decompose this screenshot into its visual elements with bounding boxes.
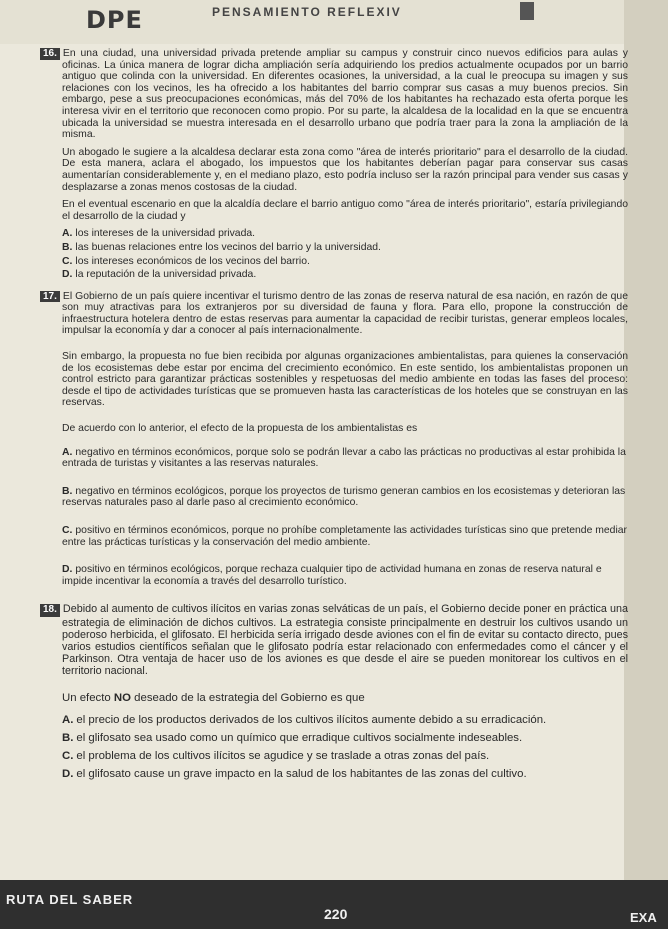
footer-brand: RUTA DEL SABER (6, 892, 134, 907)
q18-options (62, 714, 628, 781)
q16-number: 16. (40, 48, 60, 60)
footer-label: EXA (630, 910, 657, 925)
q18-option-a[interactable]: A. el precio de los productos derivados de los cultivos ilícitos aumente debido a su erradicación. (62, 713, 547, 726)
q18-stem: Un efecto NO deseado de la estrategia del Gobierno es que (62, 691, 365, 704)
header (0, 0, 668, 44)
page-margin (624, 0, 668, 929)
footer (0, 880, 668, 929)
q18-number: 18. (40, 604, 60, 616)
q17-number: 17. (40, 291, 60, 303)
logo: DPE (86, 6, 143, 34)
q17-options (62, 447, 628, 588)
q18-option-d[interactable]: D. el glifosato cause un grave impacto en la salud de los habitantes de las zonas del cultivo. (62, 768, 527, 781)
question-17 (43, 290, 628, 588)
question-18 (43, 603, 628, 781)
q17-paragraph-1: 17. El Gobierno de un país quiere incentivar el turismo dentro de las zonas de reserva natural de esa nación, en razón de que son muy atractivas para los extranjeros por su diversidad de fauna y flora. Para ello, propone la construcción de infraestructura hotelera dentro de estas reservas para aumentar la capacidad de recibir turistas, generar empleos locales, impulsar la economía y dar a conocer al país internacionalmente. (62, 291, 628, 337)
q16-option-a[interactable]: A. los intereses de la universidad privada. (62, 228, 256, 240)
section-title: PENSAMIENTO REFLEXIV (212, 5, 402, 19)
q17-option-a[interactable]: A. negativo en términos económicos, porque solo se podrán llevar a cabo las prácticas no productivas al estar prohibida la entrada de turistas y visitantes a las reservas naturales. (62, 446, 626, 470)
q16-stem: En el eventual escenario en que la alcaldía declare el barrio antiguo como "área de interés prioritario", estaría privilegiando el desarrollo de la ciudad y (62, 199, 628, 222)
q16-option-b[interactable]: B. las buenas relaciones entre los vecinos del barrio y la universidad. (62, 241, 381, 253)
q17-option-b[interactable]: B. negativo en términos ecológicos, porque los proyectos de turismo generan cambios en los ecosistemas y deterioran las reservas naturales paso al darle paso al crecimiento económico. (62, 485, 626, 509)
page-number: 220 (324, 906, 348, 922)
q18-option-b[interactable]: B. el glifosato sea usado como un químico que erradique cultivos socialmente indeseables. (62, 732, 523, 744)
question-16 (43, 48, 628, 281)
content (43, 48, 628, 791)
q16-option-c[interactable]: C. los intereses económicos de los vecinos del barrio. (62, 255, 310, 267)
q16-paragraph-2: Un abogado le sugiere a la alcaldesa declarar esta zona como "área de interés prioritario" para el desarrollo de la ciudad. De esta manera, aclara el abogado, los impuestos que los habitantes deberían pagar para conservar sus casas aumentarían considerablemente y, en el mediano plazo, esto podría incluso ser la razón principal para vender sus casas y desplazarse a zonas menos costosas de la ciudad. (62, 146, 628, 193)
q16-options (62, 228, 628, 280)
q18-paragraph-1: 18. Debido al aumento de cultivos ilícitos en varias zonas selváticas de un país, el Gobierno decide poner en práctica una estrategia de eliminación de dichos cultivos. La estrategia consiste principalmente en destruir los cultivos usando un poderoso herbicida, el glifosato. El herbicida sería irrigado desde aviones con el fin de evitar su contacto directo, pues varios estudios científicos señalan que le glifosato podría estar relacionado con enfermedades como el cáncer y el Parkinson. Otra ventaja de hacer uso de los aviones es que desde el aire se pueden monitorear los cultivos en el territorio nacional. (62, 603, 628, 677)
q16-option-d[interactable]: D. la reputación de la universidad privada. (62, 269, 257, 281)
q17-option-c[interactable]: C. positivo en términos económicos, porque no prohíbe completamente las actividades turísticas sino que pretende mediar entre las prácticas turísticas y la conservación del medio ambiente. (62, 525, 627, 548)
q17-option-d[interactable]: D. positivo en términos ecológicos, porque rechaza cualquier tipo de actividad humana en zonas de reserva natural e impide incentivar la economía a través del desarrollo turístico. (62, 564, 602, 587)
q16-p1: En una ciudad, una universidad privada pretende ampliar su campus y construir cinco nuevos edificios para aulas y oficinas. La única manera de lograr dicha ampliación sería adquiriendo los predios actualmente ocupados por un barrio antiguo que colinda con la universidad. En diferentes ocasiones, la universidad, a la cual le preocupa su imagen y sus relaciones con los vecinos, les ha ofrecido a los habitantes del barrio comprar sus casas a muy buenos precios. Sin embargo, pese a sus preocupaciones económicas, más del 70% de los habitantes ha rechazado esta oferta porque les interesa vivir en el territorio que reconocen como propio. Por su parte, la alcaldesa de la localidad en la que se encuentra ubicada la universidad se muestra interesada en el desarrollo urbano que podría traer para la zona la ampliación de la misma. (62, 48, 628, 141)
header-badge (520, 2, 610, 20)
q18-option-c[interactable]: C. el problema de los cultivos ilícitos se agudice y se traslade a otras zonas del país. (62, 750, 490, 763)
q17-stem: De acuerdo con lo anterior, el efecto de la propuesta de los ambientalistas es (62, 423, 418, 435)
q16-paragraph-1 (43, 48, 628, 141)
q17-paragraph-2: Sin embargo, la propuesta no fue bien recibida por algunas organizaciones ambientalistas, para quienes la conservación de los ecosistemas debe estar por encima del crecimiento económico. En este sentido, los ambientalistas proponen un control estricto para garantizar prácticas sostenibles y respetuosas del medio ambiente en todas las fases del proceso: desde el tipo de actividades turísticas que se promueven hasta las características de los hoteles que se construyan en las reservas. (62, 351, 628, 409)
